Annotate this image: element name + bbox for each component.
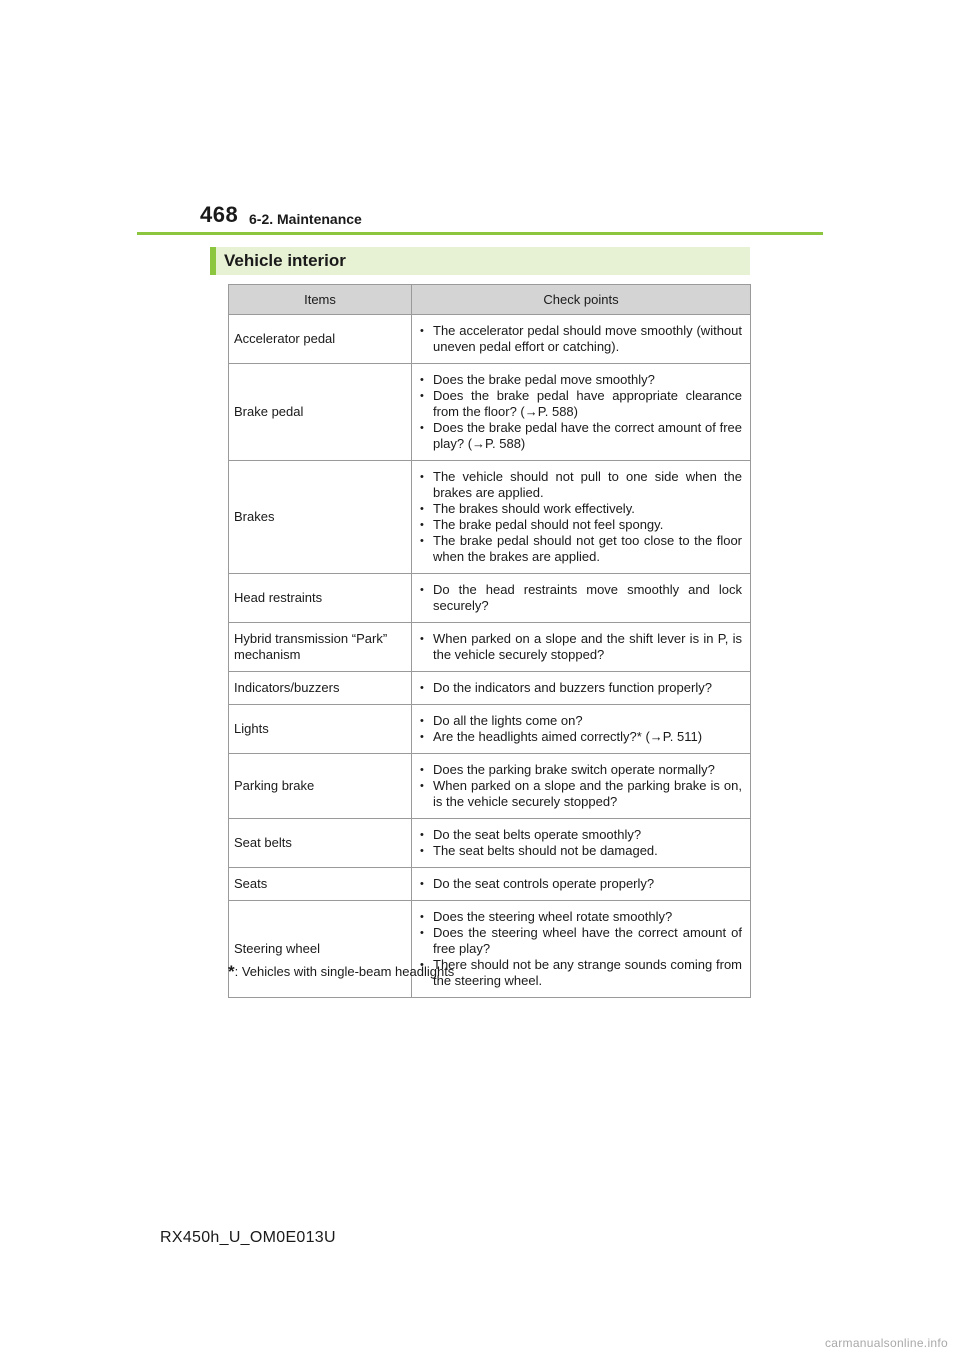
row-check-points (412, 623, 751, 672)
subheading-vehicle-interior: Vehicle interior (210, 247, 750, 275)
check-point: • Are the headlights aimed correctly?* (→P. 511) (417, 729, 742, 745)
row-item-label: Lights (229, 705, 412, 754)
check-point: • The seat belts should not be damaged. (417, 843, 742, 859)
footnote-asterisk: * (228, 962, 235, 981)
check-point: • Do the seat belts operate smoothly? (417, 827, 742, 843)
check-point: • Does the brake pedal have appropriate clearance from the floor? (→P. 588) (417, 388, 742, 420)
table-row (229, 819, 751, 868)
watermark: carmanualsonline.info (824, 1336, 948, 1350)
check-point: • Do all the lights come on? (417, 713, 742, 729)
check-point: • When parked on a slope and the shift lever is in P, is the vehicle securely stopped? (417, 631, 742, 663)
row-item-label: Seat belts (229, 819, 412, 868)
check-point: • The vehicle should not pull to one side when the brakes are applied. (417, 469, 742, 501)
section-title: 6-2. Maintenance (249, 211, 362, 227)
table-row (229, 461, 751, 574)
column-header-items: Items (229, 285, 412, 315)
row-item-label: Accelerator pedal (229, 315, 412, 364)
row-check-points (412, 574, 751, 623)
row-check-points (412, 868, 751, 901)
check-point: • When parked on a slope and the parking brake is on, is the vehicle securely stopped? (417, 778, 742, 810)
table-row (229, 868, 751, 901)
row-item-label: Steering wheel (229, 901, 412, 998)
table-row (229, 574, 751, 623)
row-check-points (412, 315, 751, 364)
check-point: • The brake pedal should not feel spongy. (417, 517, 742, 533)
row-item-label: Parking brake (229, 754, 412, 819)
check-point: • Does the brake pedal move smoothly? (417, 372, 742, 388)
table-row (229, 672, 751, 705)
check-point: • Do the indicators and buzzers function properly? (417, 680, 742, 696)
table-row (229, 315, 751, 364)
check-point: • Does the parking brake switch operate normally? (417, 762, 742, 778)
check-point: • Do the seat controls operate properly? (417, 876, 742, 892)
table-header-row (229, 285, 751, 315)
check-point: • The brakes should work effectively. (417, 501, 742, 517)
check-point: • Do the head restraints move smoothly and lock securely? (417, 582, 742, 614)
header-rule (137, 232, 823, 235)
table-row (229, 754, 751, 819)
row-check-points (412, 705, 751, 754)
table-row (229, 364, 751, 461)
table-row (229, 623, 751, 672)
check-point: • Does the steering wheel have the correct amount of free play? (417, 925, 742, 957)
row-item-label: Indicators/buzzers (229, 672, 412, 705)
footnote (228, 962, 454, 982)
check-table (228, 284, 751, 998)
row-check-points (412, 672, 751, 705)
row-check-points (412, 461, 751, 574)
check-point: • Does the steering wheel rotate smoothly? (417, 909, 742, 925)
row-item-label: Head restraints (229, 574, 412, 623)
row-item-label: Hybrid transmission “Park” mechanism (229, 623, 412, 672)
footnote-text: : Vehicles with single-beam headlights (234, 964, 455, 979)
check-point: • The accelerator pedal should move smoothly (without uneven pedal effort or catching). (417, 323, 742, 355)
check-point: • Does the brake pedal have the correct amount of free play? (→P. 588) (417, 420, 742, 452)
check-point: • The brake pedal should not get too close to the floor when the brakes are applied. (417, 533, 742, 565)
table-row (229, 705, 751, 754)
table-row (229, 901, 751, 998)
row-check-points (412, 364, 751, 461)
check-point: • There should not be any strange sounds coming from the steering wheel. (417, 957, 742, 989)
row-check-points (412, 901, 751, 998)
manual-code: RX450h_U_OM0E013U (160, 1229, 336, 1246)
column-header-check-points: Check points (412, 285, 751, 315)
row-item-label: Brake pedal (229, 364, 412, 461)
row-item-label: Brakes (229, 461, 412, 574)
page-number: 468 (200, 202, 239, 227)
row-check-points (412, 754, 751, 819)
row-check-points (412, 819, 751, 868)
row-item-label: Seats (229, 868, 412, 901)
